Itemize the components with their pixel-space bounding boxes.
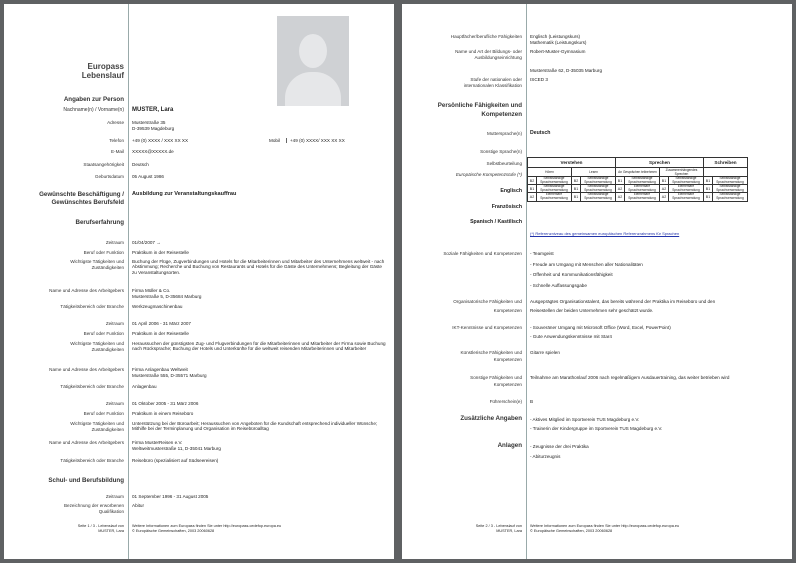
mobile-value: +49 (0) XXXX/ XXX XX XX bbox=[286, 138, 345, 143]
table-cell: Selbstständige Sprachverwendung bbox=[713, 177, 748, 185]
job1-tasks: Buchung der Flüge, Zugverbindungen und Hotels für die Mitarbeiterinnen und Mitarbeiter des Unternehmens weltweit - nach Abstimmung; Recherche und Buchung von Restaurants und Hotels für die Gäste des Unternehmens; Begleitung der Gäste zu Veranstaltungsorten. bbox=[132, 259, 385, 275]
footer-right-1: Weitere Informationen zum Europass finden Sie unter http://europass.cedefop.europa.eu bbox=[132, 524, 282, 528]
job3-sector: Reisebüro (spezialisiert auf Südseereisen) bbox=[132, 458, 219, 463]
job2-sector-label: Tätigkeitsbereich oder Branche bbox=[60, 384, 124, 389]
job3-employer-label: Name und Adresse des Arbeitgebers bbox=[49, 440, 124, 445]
sub-read: Lesen bbox=[572, 168, 616, 177]
footer-right-2: © Europäische Gemeinschaften, 2003 20060628 bbox=[530, 529, 613, 533]
org-label1: Organisatorische Fähigkeiten und bbox=[453, 299, 522, 304]
org1: Ausgeprägtes Organisationstalent, das bereits während der Praktika im Reisebüro und den bbox=[530, 299, 716, 304]
isced-label1: Stufe der nationalen oder bbox=[470, 77, 522, 82]
license-label: Führerschein(e) bbox=[489, 399, 522, 404]
profile-photo bbox=[277, 16, 349, 106]
page-1 bbox=[4, 4, 394, 559]
name-label: Nachname(n) / Vorname(n) bbox=[63, 107, 124, 113]
email-value: XXXXX@XXXXX.de bbox=[132, 149, 174, 154]
lang-name-english: Englisch bbox=[500, 188, 522, 194]
job2-period: 01 April 2006 - 31 März 2007 bbox=[132, 321, 191, 326]
table-cell: A2 bbox=[528, 193, 537, 201]
art: Gitarre spielen bbox=[530, 350, 560, 355]
job3-period: 01 Oktober 2005 - 31 März 2006 bbox=[132, 401, 199, 406]
job2-function-label: Beruf oder Funktion bbox=[83, 331, 124, 336]
footer-right-2: © Europäische Gemeinschaften, 2003 20060628 bbox=[132, 529, 215, 533]
birth-label: Geburtsdatum bbox=[94, 174, 124, 179]
school-label2: Ausbildungseinrichtung bbox=[474, 55, 522, 60]
page-2 bbox=[402, 4, 792, 559]
table-cell: B1 bbox=[660, 177, 669, 185]
other-label2: Kompetenzen bbox=[493, 382, 522, 387]
job1-employer2: Musterstraße 5, D-35684 Marburg bbox=[132, 294, 202, 299]
table-cell: Elementare Sprachverwendung bbox=[625, 193, 660, 201]
lang-name-spanish: Spanisch / Kastilisch bbox=[470, 219, 522, 225]
job1-sector-label: Tätigkeitsbereich oder Branche bbox=[60, 304, 124, 309]
footer-left-1: Seite 2 / 3 - Lebenslauf von bbox=[475, 524, 522, 528]
ikt2: - Gute Anwendungskenntnisse mit Star4 bbox=[530, 334, 612, 339]
job3-sector-label: Tätigkeitsbereich oder Branche bbox=[60, 458, 124, 463]
job1-tasks-label2: Zuständigkeiten bbox=[91, 265, 124, 270]
job2-tasks: Heraussuchen der günstigsten Zug- und Flugverbindungen für die Mitarbeiterinnen und Mitarbeiter der Firma sowie Buchung nach Rücksprache; Buchung der Hotels und Unterkünfte für die weltweit reisenden Mitarbeiterinnen und Mitarbeiter bbox=[132, 341, 386, 352]
job1-employer-label: Name und Adresse des Arbeitgebers bbox=[49, 288, 124, 293]
desired-value: Ausbildung zur Veranstaltungskauffrau bbox=[132, 191, 237, 197]
additional-header: Zusätzliche Angaben bbox=[460, 415, 522, 422]
other-label1: Sonstige Fähigkeiten und bbox=[470, 375, 522, 380]
edu-qual-label2: Qualifikation bbox=[98, 509, 124, 514]
lang-row-spanish bbox=[528, 193, 748, 201]
job1-period-label: Zeitraum bbox=[105, 240, 124, 245]
phone-label: Telefon bbox=[109, 138, 124, 143]
table-cell: B1 bbox=[704, 193, 713, 201]
address-line1: Musterstraße 35 bbox=[132, 120, 166, 125]
job3-employer2: Weltweitmusterstraße 11, D-35041 Marburg bbox=[132, 446, 221, 451]
experience-header: Berufserfahrung bbox=[75, 219, 124, 226]
column-divider bbox=[128, 4, 129, 559]
art-label1: Künstlerische Fähigkeiten und bbox=[460, 350, 522, 355]
job1-period: 01/04/2007 → bbox=[132, 240, 161, 245]
table-cell: Elementare Sprachverwendung bbox=[669, 185, 704, 193]
job1-function-label: Beruf oder Funktion bbox=[83, 250, 124, 255]
desired-header-1: Gewünschte Beschäftigung / bbox=[39, 191, 124, 198]
license: B bbox=[530, 399, 534, 404]
table-cell: B1 bbox=[528, 185, 537, 193]
add2: - Trainerin der Kindergruppe im Sportverein TUS Magdeburg e.V. bbox=[530, 426, 663, 431]
europass-title: Europass bbox=[87, 62, 124, 71]
table-cell: Elementare Sprachverwendung bbox=[537, 193, 572, 201]
subjects1: Englisch (Leistungskurs) bbox=[530, 34, 581, 39]
school-label1: Name und Art der Bildungs- oder bbox=[455, 49, 522, 54]
th-write: Schreiben bbox=[704, 158, 748, 168]
table-cell: B2 bbox=[572, 177, 581, 185]
job3-function-label: Beruf oder Funktion bbox=[83, 411, 124, 416]
email-label: E-Mail bbox=[110, 149, 124, 154]
footer-left-2: MUSTER, Lara bbox=[496, 529, 522, 533]
job3-function: Praktikum in einem Reisebüro bbox=[132, 411, 194, 416]
level-label: Europäische Kompetenzstufe (*) bbox=[455, 172, 522, 177]
table-cell: Elementare Sprachverwendung bbox=[625, 185, 660, 193]
art-label2: Kompetenzen bbox=[493, 357, 522, 362]
lang-name-french: Französisch bbox=[491, 204, 522, 210]
personal-header: Angaben zur Person bbox=[63, 96, 124, 103]
job2-employer-label: Name und Adresse des Arbeitgebers bbox=[49, 367, 124, 372]
table-cell: A2 bbox=[616, 185, 625, 193]
table-cell: Selbstständige Sprachverwendung bbox=[537, 185, 572, 193]
table-cell: B1 bbox=[572, 185, 581, 193]
social-label: Soziale Fähigkeiten und Kompetenzen bbox=[443, 251, 522, 256]
job2-sector: Anlagenbau bbox=[132, 384, 157, 389]
table-cell: Selbstständige Sprachverwendung bbox=[581, 185, 616, 193]
subjects-label: Hauptfächer/berufliche Fähigkeiten bbox=[450, 34, 522, 39]
table-cell: B1 bbox=[616, 177, 625, 185]
add1: - Aktives Mitglied im Sportverein TUS Magdeburg e.V. bbox=[530, 417, 640, 422]
address-label: Adresse bbox=[107, 120, 124, 125]
edu-qual: Abitur bbox=[132, 503, 145, 508]
job1-sector: Werkzeugmaschinenbau bbox=[132, 304, 183, 309]
table-cell: A2 bbox=[660, 193, 669, 201]
table-cell: B1 bbox=[704, 185, 713, 193]
table-cell: A2 bbox=[616, 193, 625, 201]
table-cell: B1 bbox=[704, 177, 713, 185]
phone-value: +49 (0) XXXX / XXX XX XX bbox=[132, 138, 189, 143]
job2-tasks-label2: Zuständigkeiten bbox=[91, 347, 124, 352]
social-3: - Offenheit und Kommunikationsfähigkeit bbox=[530, 272, 613, 277]
job2-employer2: Musterstraße 555, D-35571 Marburg bbox=[132, 373, 207, 378]
subjects2: Mathematik (Leistungskurs) bbox=[530, 40, 587, 45]
school2: Musterstraße 62, D-35035 Marburg bbox=[530, 68, 602, 73]
job3-tasks-label1: Wichtigste Tätigkeiten und bbox=[70, 421, 124, 426]
school1: Robert-Muster-Gymnasium bbox=[530, 49, 586, 54]
table-cell: Selbstständige Sprachverwendung bbox=[713, 185, 748, 193]
address-line2: D-39539 Magdeburg bbox=[132, 126, 175, 131]
birth-value: 05 August 1986 bbox=[132, 174, 164, 179]
reference-link[interactable]: (*) Referenzniveau des gemeinsamen europäischen Referenzrahmens für Sprachen bbox=[530, 231, 680, 236]
other: Teilnahme am Marathonlauf 2006 nach regelmäßigem Ausdauertraining, das weiter betrieben wird bbox=[530, 375, 730, 380]
social-2: - Freude am Umgang mit Menschen aller Nationalitäten bbox=[530, 262, 643, 267]
sub-interact: An Gesprächen teilnehmen bbox=[616, 168, 660, 177]
table-cell: Selbstständige Sprachverwendung bbox=[581, 193, 616, 201]
name-value: MUSTER, Lara bbox=[132, 107, 174, 113]
footer-right-1: Weitere Informationen zum Europass finden Sie unter http://europass.cedefop.europa.eu bbox=[530, 524, 680, 528]
org2: Reisestellen der beiden Unternehmen sehr geschätzt wurde. bbox=[530, 308, 654, 313]
mobile-label: Mobil bbox=[269, 138, 280, 143]
table-cell: Selbstständige Sprachverwendung bbox=[537, 177, 572, 185]
nationality-label: Staatsangehörigkeit bbox=[83, 162, 124, 167]
job2-tasks-label1: Wichtigste Tätigkeiten und bbox=[70, 341, 124, 346]
ikt-label: IKT-Kenntnisse und Kompetenzen bbox=[452, 325, 522, 330]
edu-period-label: Zeitraum bbox=[105, 494, 124, 499]
social-4: - Schnelle Auffassungsgabe bbox=[530, 283, 587, 288]
social-1: - Teamgeist bbox=[530, 251, 554, 256]
job2-period-label: Zeitraum bbox=[105, 321, 124, 326]
ikt1: - Souveräner Umgang mit Microsoft Office (Word, Excel, PowerPoint) bbox=[530, 325, 671, 330]
skills-header2: Kompetenzen bbox=[481, 111, 522, 118]
table-cell: Selbstständige Sprachverwendung bbox=[713, 193, 748, 201]
edu-period: 01 September 1996 - 31 August 2005 bbox=[132, 494, 209, 499]
table-cell: Elementare Sprachverwendung bbox=[669, 193, 704, 201]
job2-function: Praktikum in der Reisestelle bbox=[132, 331, 189, 336]
edu-qual-label1: Bezeichnung der erworbenen bbox=[63, 503, 124, 508]
lebenslauf-title: Lebenslauf bbox=[81, 71, 124, 80]
nationality-value: Deutsch bbox=[132, 162, 149, 167]
education-header: Schul- und Berufsbildung bbox=[48, 477, 124, 484]
skills-header1: Persönliche Fähigkeiten und bbox=[437, 102, 522, 109]
job3-tasks: Unterstützung bei der Büroarbeit; Heraussuchen von Angeboten für die Kundschaft entsprechend individueller Wünsche; Mithilfe bei der Terminplanung und Organisation im Reisebüroalltag bbox=[132, 421, 378, 432]
job1-function: Praktikum in der Reisestelle bbox=[132, 250, 189, 255]
job3-period-label: Zeitraum bbox=[105, 401, 124, 406]
table-cell: B1 bbox=[572, 193, 581, 201]
footer-left-2: MUSTER, Lara bbox=[98, 529, 124, 533]
sub-listen: Hören bbox=[528, 168, 572, 177]
annex1: - Zeugnisse der drei Praktika bbox=[530, 444, 589, 449]
table-cell: A2 bbox=[660, 185, 669, 193]
language-table bbox=[527, 157, 748, 202]
isced-label2: internationalen Klassifikation bbox=[463, 83, 522, 88]
annex2: - Abiturzeugnis bbox=[530, 454, 561, 459]
desired-header-2: Gewünschtes Berufsfeld bbox=[51, 199, 124, 206]
th-speak: Sprechen bbox=[616, 158, 704, 168]
job1-tasks-label1: Wichtigste Tätigkeiten und bbox=[70, 259, 124, 264]
job2-employer1: Firma Anlagenbau Weltweit bbox=[132, 367, 188, 372]
job3-employer1: Firma MusterReisen e.V. bbox=[132, 440, 183, 445]
mother-value: Deutsch bbox=[530, 130, 551, 136]
mother-label: Muttersprache(n) bbox=[487, 131, 522, 136]
org-label2: Kompetenzen bbox=[493, 308, 522, 313]
th-understand: Verstehen bbox=[528, 158, 616, 168]
sub-spoken: Zusammenhängendes Sprechen bbox=[660, 168, 704, 177]
self-label: Selbstbeurteilung bbox=[486, 161, 522, 166]
column-divider bbox=[526, 4, 527, 559]
table-cell: B2 bbox=[528, 177, 537, 185]
table-cell: Selbstständige Sprachverwendung bbox=[625, 177, 660, 185]
annex-header: Anlagen bbox=[497, 442, 522, 449]
table-cell: Selbstständige Sprachverwendung bbox=[581, 177, 616, 185]
footer-left-1: Seite 1 / 3 - Lebenslauf von bbox=[77, 524, 124, 528]
job3-tasks-label2: Zuständigkeiten bbox=[91, 427, 124, 432]
table-cell: Selbstständige Sprachverwendung bbox=[669, 177, 704, 185]
job1-employer1: Firma Müller & Co. bbox=[132, 288, 171, 293]
isced: ISCED 3 bbox=[530, 77, 548, 82]
other-lang-label: Sonstige Sprache(n) bbox=[480, 149, 522, 154]
